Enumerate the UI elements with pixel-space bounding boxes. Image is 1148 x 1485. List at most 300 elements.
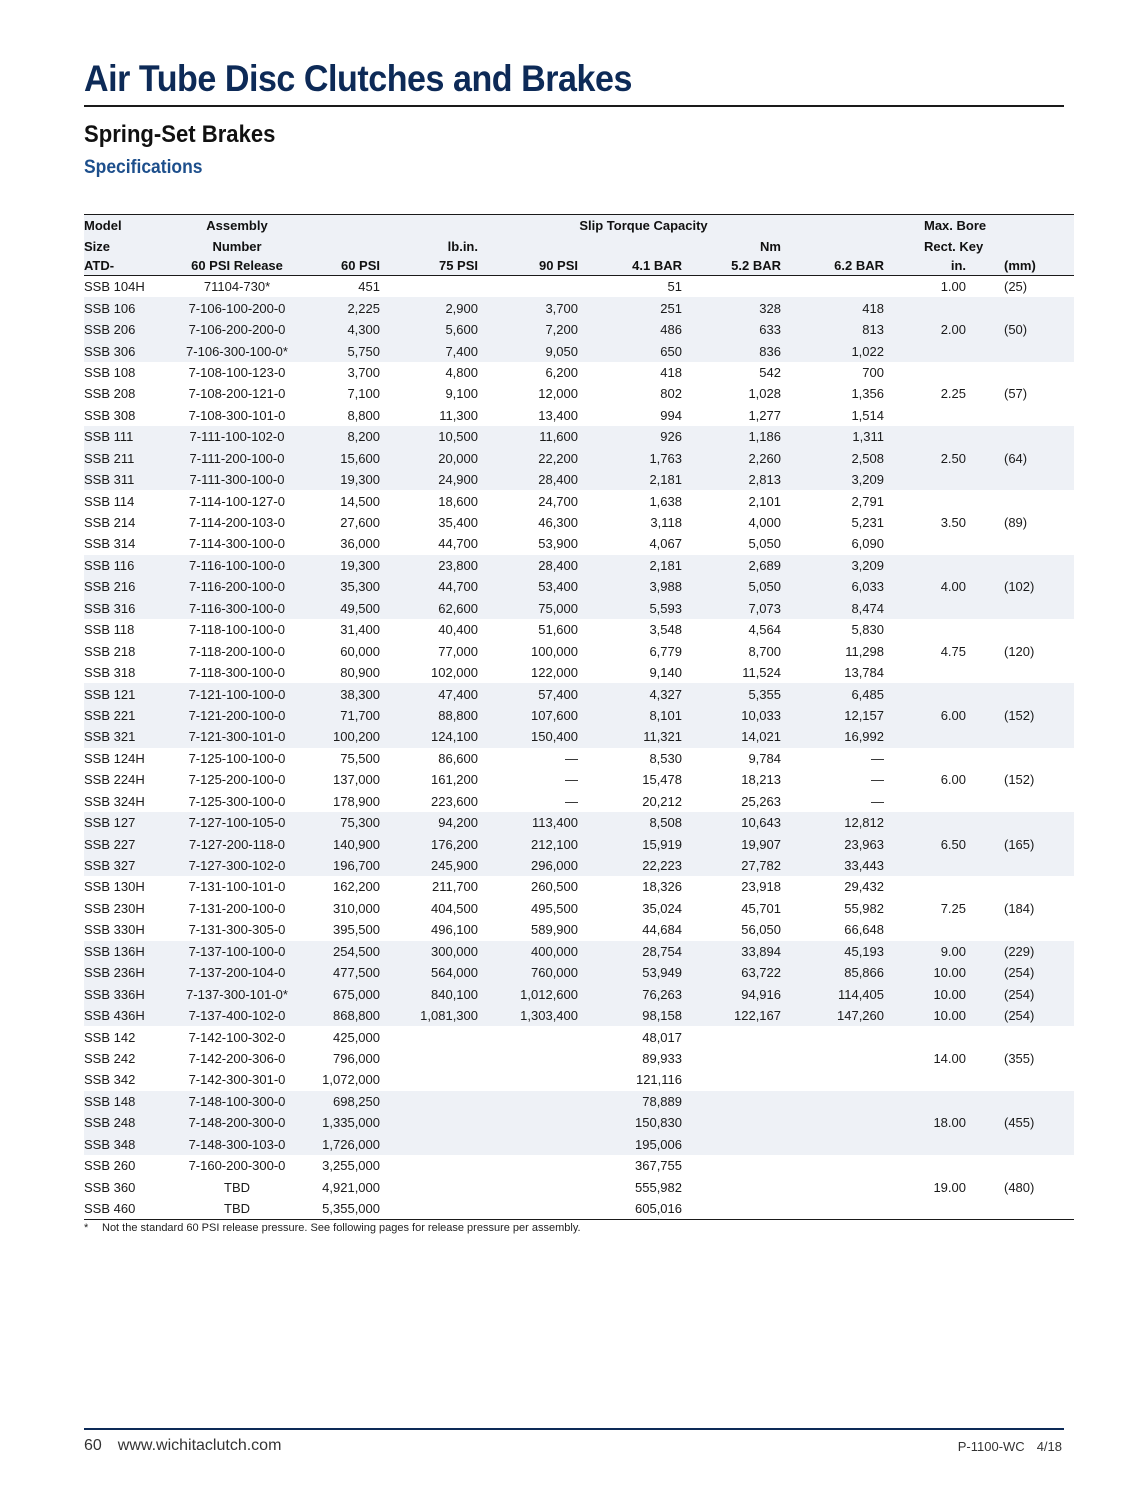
cell-bore-mm: (480) [1004, 1179, 1035, 1195]
document-date: 4/18 [1036, 1439, 1062, 1454]
cell-60psi: 35,300 [300, 576, 394, 597]
header-assembly: Assembly [174, 215, 300, 238]
cell-90psi: 53,900 [538, 536, 578, 552]
cell-assembly: 7-131-200-100-0 [188, 900, 286, 916]
cell-model: SSB 460 [84, 1198, 174, 1220]
header-row-3 [84, 256, 1074, 276]
cell-62bar [795, 1069, 898, 1090]
header-rect-key: Rect. Key [924, 239, 984, 254]
cell-41bar: 15,919 [592, 833, 696, 854]
cell-bore-in: 18.00 [898, 1112, 980, 1133]
table-row [84, 855, 1074, 876]
table-row [84, 276, 1074, 298]
cell-60psi: 3,255,000 [322, 1158, 380, 1174]
cell-52bar: 23,918 [741, 879, 781, 895]
footer-right [958, 1439, 1062, 1454]
cell-assembly: 7-108-100-123-0 [188, 364, 286, 380]
cell-41bar: 1,763 [592, 448, 696, 469]
cell-62bar: 3,209 [795, 555, 898, 576]
cell-model: SSB 221 [84, 705, 174, 726]
cell-assembly: TBD [174, 1198, 300, 1220]
cell-60psi: 310,000 [333, 900, 380, 916]
cell-60psi: 698,250 [300, 1091, 394, 1112]
table-row [84, 319, 1074, 340]
cell-62bar [795, 276, 898, 298]
footer-url[interactable]: www.wichitaclutch.com [117, 1437, 282, 1454]
cell-model: SSB 436H [84, 1005, 174, 1026]
cell-assembly: 7-148-200-300-0 [174, 1112, 300, 1133]
cell-62bar: 2,508 [795, 448, 898, 469]
cell-bore-mm [980, 855, 1074, 876]
cell-62bar [795, 1155, 898, 1176]
cell-90psi: 1,303,400 [492, 1005, 592, 1026]
cell-62bar: 33,443 [795, 855, 898, 876]
cell-52bar: 7,073 [696, 598, 795, 619]
cell-assembly: 7-148-300-103-0 [174, 1134, 300, 1155]
cell-41bar: 2,181 [592, 469, 696, 490]
cell-assembly: 7-127-100-105-0 [174, 812, 300, 833]
cell-41bar: 44,684 [642, 922, 682, 938]
cell-assembly: 7-142-200-306-0 [188, 1050, 286, 1066]
cell-assembly: 7-121-200-100-0 [174, 705, 300, 726]
cell-52bar: 1,186 [696, 426, 795, 447]
table-row [84, 1155, 1074, 1176]
cell-41bar: 98,158 [592, 1005, 696, 1026]
table-row [84, 576, 1074, 597]
cell-41bar: 150,830 [592, 1112, 696, 1133]
cell-52bar: 122,167 [696, 1005, 795, 1026]
cell-52bar: 8,700 [748, 643, 781, 659]
table-row [84, 769, 1074, 790]
cell-75psi [394, 1069, 492, 1090]
table-row [84, 512, 1074, 533]
table-row [84, 383, 1074, 404]
cell-60psi: 162,200 [333, 879, 380, 895]
cell-52bar: 542 [759, 364, 781, 380]
cell-41bar: 53,949 [592, 962, 696, 983]
cell-60psi: 5,355,000 [300, 1198, 394, 1220]
cell-assembly: 7-111-200-100-0 [174, 448, 300, 469]
cell-bore-in [898, 1091, 980, 1112]
cell-model: SSB 224H [84, 772, 145, 788]
cell-bore-in [898, 662, 980, 683]
cell-41bar: 802 [660, 386, 682, 402]
cell-90psi: 495,500 [531, 900, 578, 916]
cell-bore-mm [980, 533, 1074, 554]
cell-60psi: 3,700 [347, 364, 380, 380]
cell-90psi: 260,500 [531, 879, 578, 895]
cell-60psi: 75,300 [300, 812, 394, 833]
cell-bore-mm: (254) [980, 962, 1074, 983]
cell-90psi: 6,200 [545, 364, 578, 380]
cell-90psi: 113,400 [492, 812, 592, 833]
cell-bore-in: 2.00 [898, 319, 980, 340]
cell-41bar: 4,067 [649, 536, 682, 552]
cell-bore-in [898, 876, 980, 897]
cell-90psi: 150,400 [492, 726, 592, 747]
cell-bore-mm [980, 598, 1074, 619]
table-row [84, 469, 1074, 490]
cell-assembly: 7-118-100-100-0 [189, 622, 285, 638]
cell-60psi: 1,072,000 [322, 1072, 380, 1088]
cell-bore-in [898, 619, 980, 640]
table-row [84, 941, 1074, 962]
cell-60psi: 2,225 [300, 297, 394, 318]
cell-75psi: 18,600 [438, 493, 478, 509]
cell-52bar: 14,021 [696, 726, 795, 747]
table-row [84, 1048, 1074, 1069]
cell-assembly: 7-114-300-100-0 [189, 536, 285, 552]
cell-model: SSB 214 [84, 515, 136, 531]
cell-bore-in: 14.00 [933, 1050, 966, 1066]
cell-bore-in [898, 490, 980, 511]
cell-90psi: 28,400 [492, 469, 592, 490]
cell-41bar: 3,118 [650, 515, 682, 531]
cell-60psi: 15,600 [300, 448, 394, 469]
cell-75psi: 94,200 [394, 812, 492, 833]
cell-75psi [394, 1112, 492, 1133]
specifications-table [84, 214, 1074, 1220]
cell-62bar: 2,791 [851, 493, 884, 509]
cell-75psi: 840,100 [394, 983, 492, 1004]
cell-62bar: 29,432 [844, 879, 884, 895]
cell-52bar: 2,813 [696, 469, 795, 490]
cell-60psi: 477,500 [300, 962, 394, 983]
cell-bore-in: 6.00 [940, 772, 966, 788]
cell-bore-mm [980, 297, 1074, 318]
cell-bore-in: 2.25 [940, 386, 966, 402]
cell-assembly: 7-125-300-100-0 [188, 793, 286, 809]
cell-bore-mm [980, 919, 1074, 940]
cell-60psi: 254,500 [300, 941, 394, 962]
cell-bore-in [898, 533, 980, 554]
cell-assembly: 7-131-100-101-0 [188, 879, 286, 895]
cell-assembly: 7-127-300-102-0 [174, 855, 300, 876]
footnote-text: Not the standard 60 PSI release pressure. See following pages for release pressure per assembly. [102, 1222, 581, 1234]
cell-bore-mm: (254) [980, 983, 1074, 1004]
cell-60psi: 796,000 [333, 1050, 380, 1066]
cell-52bar: 2,101 [748, 493, 781, 509]
table-row [84, 726, 1074, 747]
cell-60psi: 868,800 [300, 1005, 394, 1026]
cell-bore-mm: (355) [1004, 1050, 1035, 1066]
cell-bore-mm [980, 1091, 1074, 1112]
cell-75psi: 40,400 [438, 622, 478, 638]
table-row [84, 1198, 1074, 1220]
cell-90psi: 296,000 [492, 855, 592, 876]
cell-bore-mm [980, 876, 1074, 897]
cell-41bar: 51 [667, 279, 682, 295]
cell-62bar [795, 1026, 898, 1047]
cell-62bar: 5,231 [851, 515, 884, 531]
cell-model: SSB 111 [84, 426, 174, 447]
cell-bore-in [898, 919, 980, 940]
cell-60psi: 60,000 [340, 643, 380, 659]
cell-bore-mm: (254) [980, 1005, 1074, 1026]
cell-model: SSB 148 [84, 1091, 174, 1112]
cell-90psi [492, 276, 592, 298]
cell-90psi: — [565, 750, 578, 766]
cell-bore-in: 10.00 [898, 962, 980, 983]
header-max-bore: Max. Bore [898, 215, 1074, 238]
cell-62bar: 813 [795, 319, 898, 340]
cell-bore-in [898, 1026, 980, 1047]
cell-90psi: 400,000 [492, 941, 592, 962]
cell-52bar [696, 1112, 795, 1133]
cell-bore-mm: (184) [1004, 900, 1035, 916]
cell-41bar: 89,933 [642, 1050, 682, 1066]
cell-model: SSB 327 [84, 855, 174, 876]
header-lbin: lb.in. [447, 239, 478, 254]
cell-bore-in: 10.00 [898, 1005, 980, 1026]
cell-52bar [696, 1069, 795, 1090]
cell-52bar: 4,564 [748, 622, 781, 638]
cell-model: SSB 308 [84, 407, 136, 423]
cell-bore-in [898, 555, 980, 576]
cell-60psi: 395,500 [333, 922, 380, 938]
cell-bore-in [898, 469, 980, 490]
cell-bore-mm [980, 1069, 1074, 1090]
cell-41bar: 367,755 [635, 1158, 682, 1174]
cell-model: SSB 104H [84, 279, 145, 295]
cell-assembly: 7-111-300-100-0 [174, 469, 300, 490]
cell-model: SSB 227 [84, 833, 174, 854]
document-code: P-1100-WC [957, 1439, 1025, 1454]
cell-75psi: 4,800 [445, 364, 478, 380]
cell-assembly: 7-142-100-302-0 [188, 1029, 286, 1045]
cell-52bar: 5,050 [748, 536, 781, 552]
cell-bore-mm [980, 340, 1074, 361]
cell-model: SSB 206 [84, 319, 174, 340]
cell-41bar: 3,548 [649, 622, 682, 638]
cell-52bar: 56,050 [741, 922, 781, 938]
cell-52bar: 328 [696, 297, 795, 318]
footer-rule [84, 1428, 1064, 1430]
table-row [84, 705, 1074, 726]
cell-model: SSB 136H [84, 941, 174, 962]
cell-assembly: 71104-730* [203, 279, 271, 295]
cell-52bar: 633 [696, 319, 795, 340]
cell-75psi [394, 276, 492, 298]
cell-bore-mm: (120) [1004, 643, 1035, 659]
cell-62bar: 1,311 [795, 426, 898, 447]
table-row [84, 340, 1074, 361]
cell-model: SSB 306 [84, 340, 174, 361]
cell-75psi: 404,500 [431, 900, 478, 916]
cell-model: SSB 318 [84, 665, 136, 681]
table-row [84, 490, 1074, 511]
cell-62bar [795, 1176, 898, 1197]
cell-90psi: 57,400 [492, 683, 592, 704]
cell-model: SSB 324H [84, 793, 145, 809]
cell-bore-mm: (165) [980, 833, 1074, 854]
cell-bore-in: 1.00 [940, 279, 966, 295]
cell-assembly: 7-118-300-100-0 [189, 665, 285, 681]
cell-62bar: 11,298 [845, 643, 884, 659]
header-in: in. [898, 256, 980, 276]
cell-bore-in [898, 426, 980, 447]
cell-52bar: 11,524 [742, 665, 781, 681]
cell-assembly: 7-106-200-200-0 [174, 319, 300, 340]
table-row [84, 1176, 1074, 1197]
cell-90psi: 11,600 [492, 426, 592, 447]
cell-60psi: 178,900 [333, 793, 380, 809]
cell-90psi: — [565, 772, 578, 788]
cell-75psi: 211,700 [431, 879, 478, 895]
cell-60psi: 100,200 [300, 726, 394, 747]
cell-model: SSB 314 [84, 536, 136, 552]
cell-75psi: 10,500 [394, 426, 492, 447]
cell-assembly: 7-106-100-200-0 [174, 297, 300, 318]
cell-52bar: 4,000 [748, 515, 781, 531]
cell-41bar: 9,140 [649, 665, 682, 681]
cell-bore-in: 6.00 [898, 705, 980, 726]
cell-41bar: 11,321 [592, 726, 696, 747]
cell-model: SSB 336H [84, 983, 174, 1004]
cell-bore-in: 3.50 [940, 515, 966, 531]
cell-model: SSB 342 [84, 1072, 136, 1088]
table-row [84, 1134, 1074, 1155]
cell-41bar: 486 [592, 319, 696, 340]
cell-assembly: 7-137-300-101-0* [174, 983, 300, 1004]
cell-bore-mm [980, 555, 1074, 576]
table-row [84, 1069, 1074, 1090]
table-row [84, 812, 1074, 833]
cell-model: SSB 348 [84, 1134, 174, 1155]
cell-assembly: 7-148-100-300-0 [174, 1091, 300, 1112]
cell-model: SSB 124H [84, 750, 145, 766]
cell-bore-mm: (152) [1004, 772, 1035, 788]
table-row [84, 555, 1074, 576]
table-row [84, 748, 1074, 769]
cell-75psi: 62,600 [394, 598, 492, 619]
header-62bar: 6.2 BAR [795, 256, 898, 276]
cell-60psi: 7,100 [347, 386, 380, 402]
cell-41bar: 8,508 [592, 812, 696, 833]
cell-model: SSB 311 [84, 469, 174, 490]
cell-bore-in [898, 683, 980, 704]
cell-bore-mm [980, 748, 1074, 769]
cell-assembly: 7-116-100-100-0 [174, 555, 300, 576]
cell-60psi: 675,000 [300, 983, 394, 1004]
cell-model: SSB 208 [84, 386, 136, 402]
cell-62bar: 5,830 [851, 622, 884, 638]
cell-assembly: 7-137-400-102-0 [174, 1005, 300, 1026]
cell-assembly: 7-114-100-127-0 [189, 493, 285, 509]
cell-75psi: 2,900 [394, 297, 492, 318]
cell-62bar: 3,209 [795, 469, 898, 490]
cell-bore-in: 4.00 [898, 576, 980, 597]
cell-bore-in: 7.25 [940, 900, 966, 916]
cell-model: SSB 242 [84, 1050, 136, 1066]
cell-41bar: 6,779 [649, 643, 682, 659]
section-heading: Specifications [84, 157, 203, 178]
cell-41bar: 15,478 [642, 772, 682, 788]
cell-model: SSB 321 [84, 726, 174, 747]
cell-90psi: 212,100 [492, 833, 592, 854]
cell-bore-mm [980, 426, 1074, 447]
cell-bore-in [898, 362, 980, 383]
cell-52bar [696, 1134, 795, 1155]
cell-52bar: 5,355 [696, 683, 795, 704]
cell-52bar [696, 1091, 795, 1112]
cell-52bar: 1,277 [748, 407, 781, 423]
cell-75psi: 300,000 [394, 941, 492, 962]
cell-90psi: 589,900 [531, 922, 578, 938]
cell-bore-mm [980, 490, 1074, 511]
header-52bar: 5.2 BAR [696, 256, 795, 276]
cell-60psi: 75,500 [340, 750, 380, 766]
cell-75psi [394, 1176, 492, 1197]
cell-assembly: 7-106-300-100-0* [174, 340, 300, 361]
cell-60psi: 14,500 [340, 493, 380, 509]
cell-75psi: 176,200 [394, 833, 492, 854]
cell-75psi: 20,000 [394, 448, 492, 469]
cell-bore-mm: (57) [1004, 386, 1028, 402]
cell-model: SSB 106 [84, 297, 174, 318]
cell-model: SSB 216 [84, 576, 174, 597]
cell-75psi: 1,081,300 [394, 1005, 492, 1026]
table-row [84, 598, 1074, 619]
cell-41bar: 994 [660, 407, 682, 423]
cell-90psi [492, 1134, 592, 1155]
cell-90psi: 107,600 [492, 705, 592, 726]
cell-90psi: 100,000 [531, 643, 578, 659]
cell-bore-in: 10.00 [898, 983, 980, 1004]
cell-75psi: 44,700 [438, 536, 478, 552]
cell-bore-mm: (64) [980, 448, 1074, 469]
cell-41bar: 22,223 [592, 855, 696, 876]
cell-52bar: 94,916 [696, 983, 795, 1004]
cell-41bar: 48,017 [642, 1029, 682, 1045]
footnote-mark: * [84, 1222, 89, 1234]
cell-60psi: 31,400 [340, 622, 380, 638]
header-60psi: 60 PSI [300, 256, 394, 276]
cell-60psi: 451 [358, 279, 380, 295]
cell-60psi: 49,500 [300, 598, 394, 619]
table-row [84, 683, 1074, 704]
cell-assembly: 7-131-300-305-0 [188, 922, 286, 938]
cell-52bar: 9,784 [748, 750, 781, 766]
cell-41bar: 605,016 [592, 1198, 696, 1220]
cell-bore-in [898, 791, 980, 812]
table-row [84, 983, 1074, 1004]
cell-52bar [696, 1176, 795, 1197]
cell-model: SSB 236H [84, 962, 174, 983]
cell-75psi: 102,000 [431, 665, 478, 681]
cell-assembly: 7-121-300-101-0 [174, 726, 300, 747]
cell-62bar: — [871, 750, 884, 766]
cell-41bar: 926 [592, 426, 696, 447]
cell-90psi [492, 1026, 592, 1047]
header-75psi: 75 PSI [394, 256, 492, 276]
cell-bore-in [898, 1134, 980, 1155]
cell-bore-mm [980, 1026, 1074, 1047]
cell-62bar: 55,982 [844, 900, 884, 916]
cell-60psi: 137,000 [333, 772, 380, 788]
cell-bore-mm [980, 1198, 1074, 1220]
table-row [84, 898, 1074, 919]
cell-62bar: 13,784 [844, 665, 884, 681]
cell-62bar: 12,812 [795, 812, 898, 833]
cell-90psi: 51,600 [538, 622, 578, 638]
cell-75psi: 35,400 [438, 515, 478, 531]
cell-75psi: 7,400 [394, 340, 492, 361]
cell-75psi: 47,400 [394, 683, 492, 704]
page-subtitle: Spring-Set Brakes [84, 121, 276, 148]
cell-bore-in: 19.00 [933, 1179, 966, 1195]
cell-75psi: 124,100 [394, 726, 492, 747]
